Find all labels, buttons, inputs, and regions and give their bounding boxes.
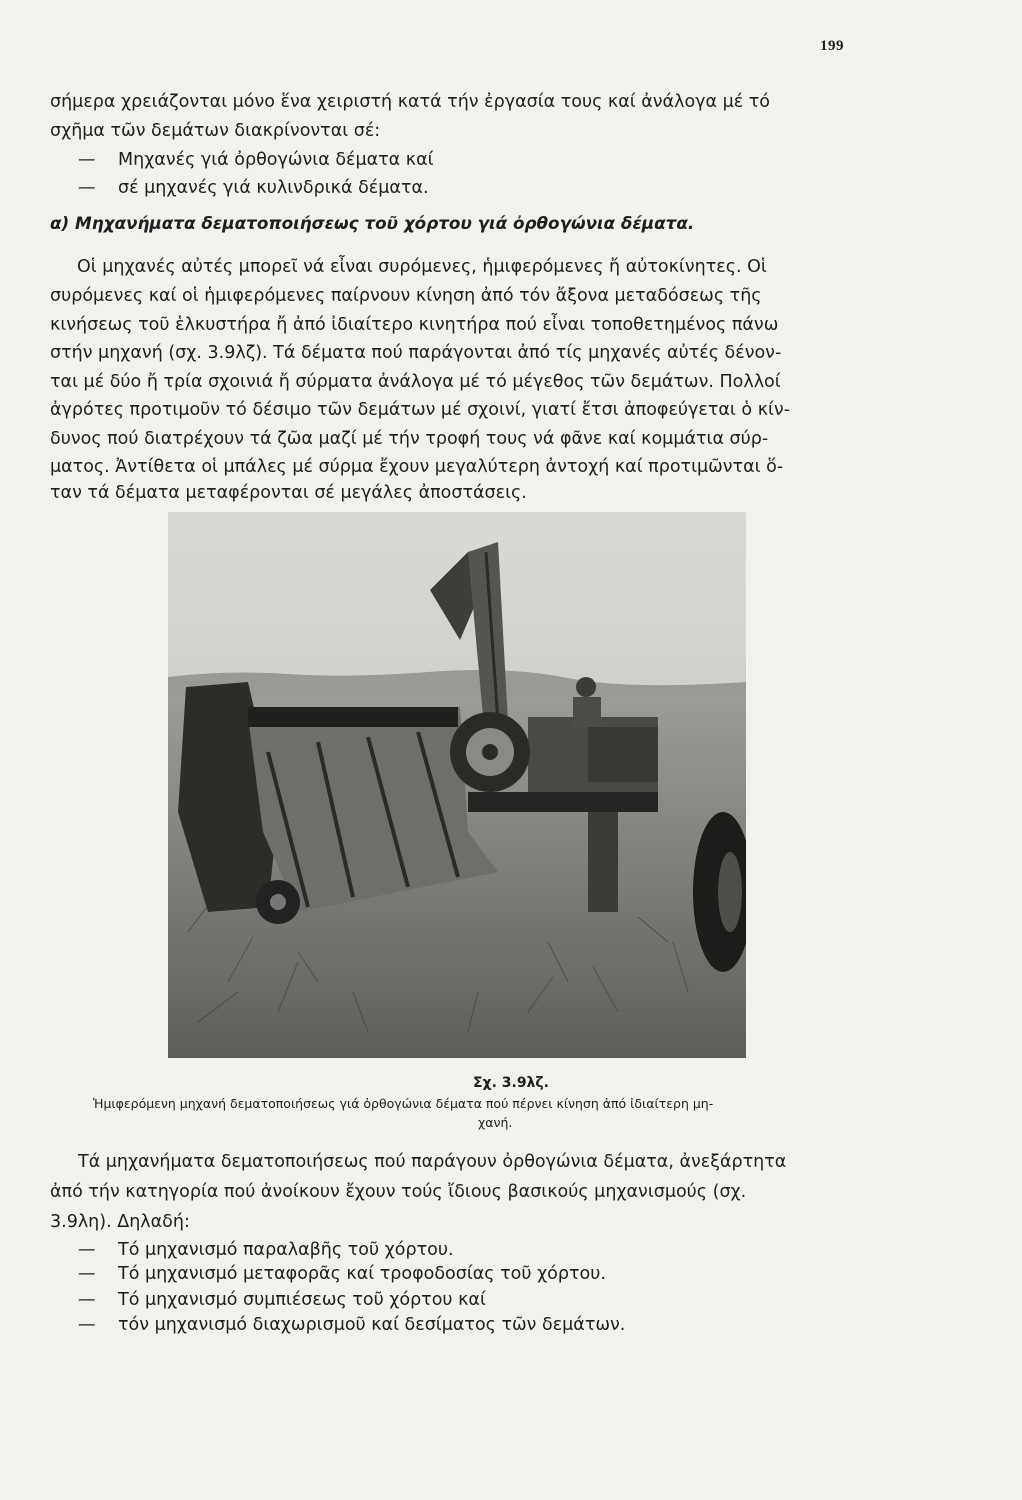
paragraph-line: ματος. Ἀντίθετα οἱ μπάλες μέ σύρμα ἔχουν μεγαλύτερη ἀντοχή καί προτιμῶνται ὅ-	[50, 457, 784, 477]
dash-glyph: —	[78, 178, 96, 198]
paragraph-line: ταν τά δέματα μεταφέρονται σέ μεγάλες ἀποστάσεις.	[50, 483, 527, 503]
paragraph-line: Οἱ μηχανές αὐτές μπορεῖ νά εἶναι συρόμενες, ἡμιφερόμενες ἤ αὐτοκίνητες. Οἱ	[77, 257, 767, 277]
figure-label: Σχ. 3.9λζ.	[472, 1075, 550, 1091]
list-item-text: τόν μηχανισμό διαχωρισμοῦ καί δεσίματος τῶν δεμάτων.	[118, 1315, 626, 1335]
list-item-text: Τό μηχανισμό συμπιέσεως τοῦ χόρτου καί	[118, 1290, 486, 1310]
figure-caption-line: χανή.	[478, 1115, 513, 1130]
paragraph-line: 3.9λη). Δηλαδή:	[50, 1212, 190, 1232]
list-item	[78, 1288, 486, 1312]
paragraph-line: ἀπό τήν κατηγορία πού ἀνοίκουν ἔχουν τούς ἴδιους βασικούς μηχανισμούς (σχ.	[50, 1182, 747, 1202]
dash-glyph: —	[78, 1290, 96, 1310]
paragraph-line: συρόμενες καί οἱ ἡμιφερόμενες παίρνουν κίνηση ἀπό τόν ἄξονα μεταδόσεως τῆς	[50, 286, 762, 306]
dash-glyph: —	[78, 1264, 96, 1284]
figure-caption-line: Ἡμιφερόμενη μηχανή δεματοποιήσεως γιά ὀρθογώνια δέματα πού πέρνει κίνηση ἀπό ἰδιαίτερη μη-	[93, 1096, 714, 1111]
dash-glyph: —	[78, 150, 96, 170]
intro-line: σήμερα χρειάζονται μόνο ἕνα χειριστή κατά τήν ἐργασία τους καί ἀνάλογα μέ τό	[50, 92, 771, 112]
list-item	[78, 176, 429, 200]
paragraph-line: ἀγρότες προτιμοῦν τό δέσιμο τῶν δεμάτων μέ σχοινί, γιατί ἔτσι ἀποφεύγεται ὁ κίν-	[50, 400, 791, 420]
paragraph-line: ται μέ δύο ἤ τρία σχοινιά ἤ σύρματα ἀνάλογα μέ τό μέγεθος τῶν δεμάτων. Πολλοί	[50, 372, 781, 392]
dash-glyph: —	[78, 1240, 96, 1260]
list-item-text: Τό μηχανισμό μεταφορᾶς καί τροφοδοσίας τοῦ χόρτου.	[118, 1264, 606, 1284]
list-item	[78, 1313, 625, 1337]
dash-glyph: —	[78, 1315, 96, 1335]
list-item	[78, 1262, 606, 1286]
baler-photo	[168, 512, 746, 1058]
intro-line: σχῆμα τῶν δεμάτων διακρίνονται σέ:	[50, 121, 381, 141]
paragraph-line: δυνος πού διατρέχουν τά ζῶα μαζί μέ τήν τροφή τους νά φᾶνε καί κομμάτια σύρ-	[50, 429, 769, 449]
list-item	[78, 148, 434, 172]
list-item-text: σέ μηχανές γιά κυλινδρικά δέματα.	[118, 178, 429, 198]
paragraph-line: στήν μηχανή (σχ. 3.9λζ). Τά δέματα πού παράγονται ἀπό τίς μηχανές αὐτές δένον-	[50, 343, 782, 363]
list-item	[78, 1238, 454, 1262]
list-item-text: Τό μηχανισμό παραλαβῆς τοῦ χόρτου.	[118, 1240, 454, 1260]
paragraph-line: κινήσεως τοῦ ἑλκυστήρα ἤ ἀπό ἰδιαίτερο κινητήρα πού εἶναι τοποθετημένος πάνω	[50, 315, 779, 335]
paragraph-line: Τά μηχανήματα δεματοποιήσεως πού παράγουν ὀρθογώνια δέματα, ἀνεξάρτητα	[78, 1152, 787, 1172]
section-heading: α) Μηχανήματα δεματοποιήσεως τοῦ χόρτου γιά ὀρθογώνια δέματα.	[50, 213, 695, 233]
list-item-text: Μηχανές γιά ὀρθογώνια δέματα καί	[118, 150, 434, 170]
page-number: 199	[820, 38, 844, 54]
